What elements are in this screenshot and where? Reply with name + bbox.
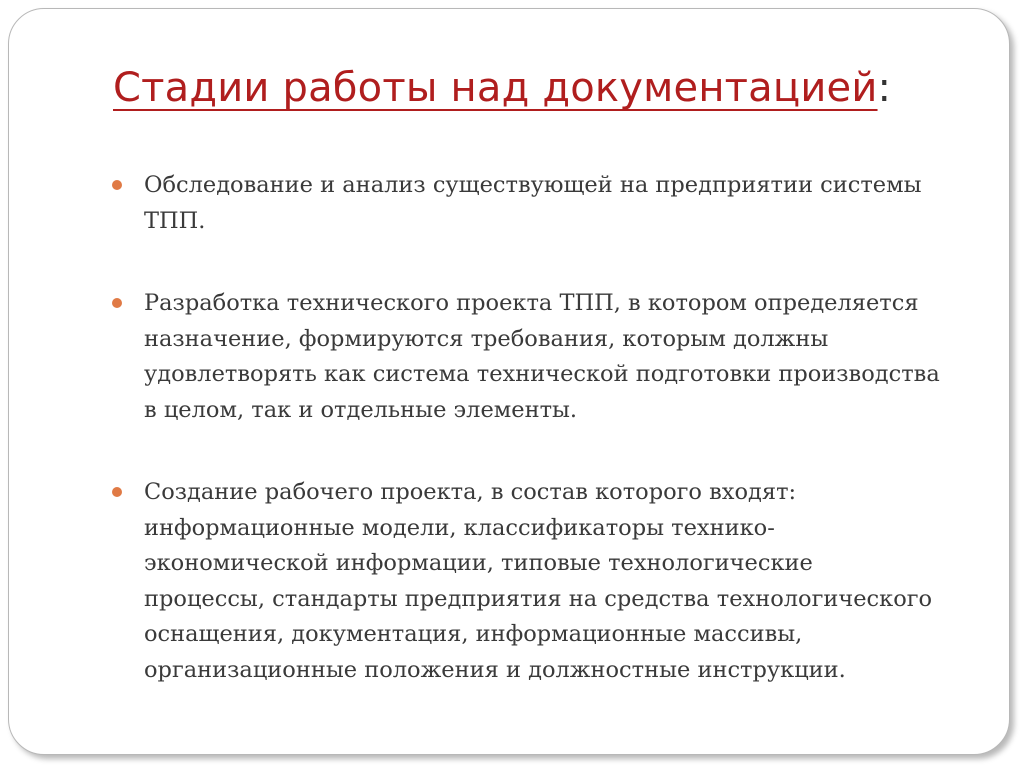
bullet-item-technical-project [110,286,940,428]
slide-title-colon: : [877,65,892,111]
bullet-list [110,168,940,688]
bullet-dot-icon [112,487,122,497]
bullet-text: Разработка технического проекта ТПП, в котором определяется назначение, формируются требования, которым должны удовлетворять как система технической подготовки производства в целом, так и отдельные элементы. [144,290,940,423]
bullet-item-survey [110,168,940,239]
bullet-text: Обследование и анализ существующей на предприятии системы ТПП. [144,172,922,234]
bullet-dot-icon [112,180,122,190]
bullet-text: Создание рабочего проекта, в состав которого входят: информационные модели, классификаторы технико-экономической информации, типовые технологические процессы, стандарты предприятия на средства технологического оснащения, документация, информационные массивы, организационные положения и должностные инструкции. [144,479,933,683]
slide-title-text: Стадии работы над документацией [113,65,878,111]
bullet-dot-icon [112,298,122,308]
bullet-item-working-project [110,475,940,688]
slide-title [113,60,891,116]
